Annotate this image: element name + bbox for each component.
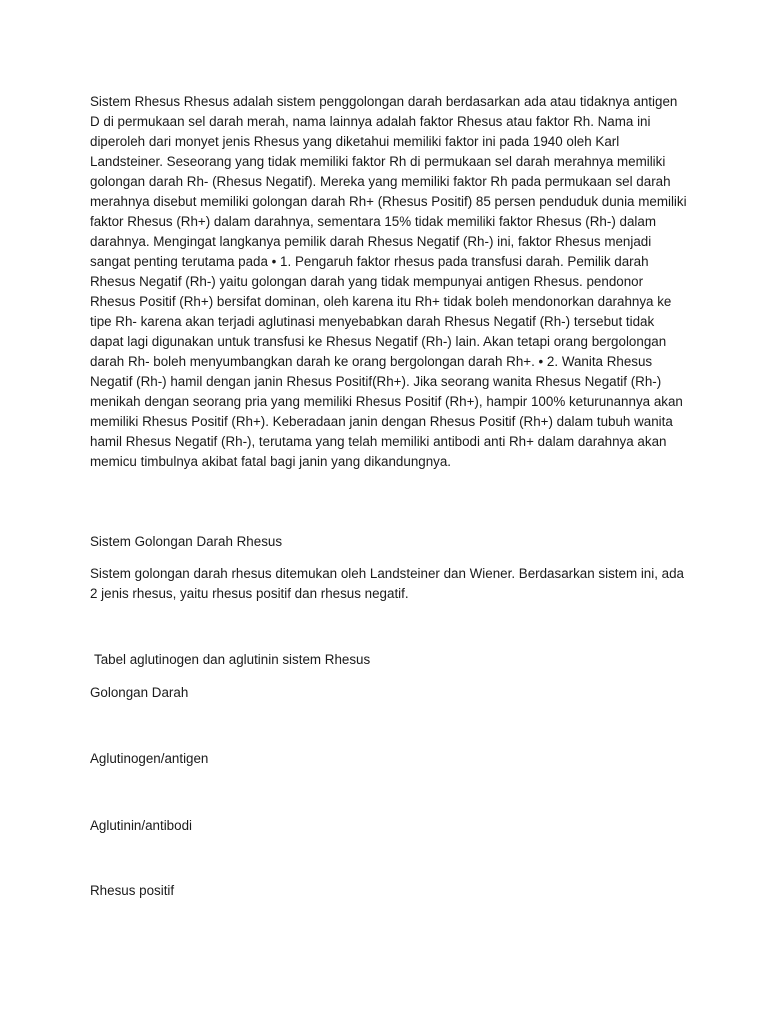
- table-caption: Tabel aglutinogen dan aglutinin sistem Rhesus: [94, 652, 371, 667]
- intro-paragraph: Sistem golongan darah rhesus ditemukan oleh Landsteiner dan Wiener. Berdasarkan sistem ini, ada 2 jenis rhesus, yaitu rhesus positif dan rhesus negatif.: [90, 566, 684, 601]
- table-label-rhesus-positif: Rhesus positif: [90, 883, 175, 898]
- table-label-aglutinin: Aglutinin/antibodi: [90, 818, 192, 833]
- table-label-golongan-darah: Golongan Darah: [90, 685, 189, 700]
- main-paragraph: Sistem Rhesus Rhesus adalah sistem penggolongan darah berdasarkan ada atau tidaknya antigen D di permukaan sel darah merah, nama lainnya adalah faktor Rhesus atau faktor Rh. Nama ini diperoleh dari monyet jenis Rhesus yang diketahui memiliki faktor ini pada 1940 oleh Karl Landsteiner. Seseorang yang tidak memiliki faktor Rh di permukaan sel darah merahnya memiliki golongan darah Rh- (Rhesus Negatif). Mereka yang memiliki faktor Rh pada permukaan sel darah merahnya disebut memiliki golongan darah Rh+ (Rhesus Positif) 85 persen penduduk dunia memiliki faktor Rhesus (Rh+) dalam darahnya, sementara 15% tidak memiliki faktor Rhesus (Rh-) dalam darahnya. Mengingat langkanya pemilik darah Rhesus Negatif (Rh-) ini, faktor Rhesus menjadi sangat penting terutama pada • 1. Pengaruh faktor rhesus pada transfusi darah. Pemilik darah Rhesus Negatif (Rh-) yaitu golongan darah yang tidak mempunyai antigen Rhesus. pendonor Rhesus Positif (Rh+) bersifat dominan, oleh karena itu Rh+ tidak boleh mendonorkan darahnya ke tipe Rh- karena akan terjadi aglutinasi menyebabkan darah Rhesus Negatif (Rh-) tersebut tidak dapat lagi digunakan untuk transfusi ke Rhesus Negatif (Rh-) lain. Akan tetapi orang bergolongan darah Rh- boleh menyumbangkan darah ke orang bergolongan darah Rh+. • 2. Wanita Rhesus Negatif (Rh-) hamil dengan janin Rhesus Positif(Rh+). Jika seorang wanita Rhesus Negatif (Rh-) menikah dengan seorang pria yang memiliki Rhesus Positif (Rh+), hampir 100% keturunannya akan memiliki Rhesus Positif (Rh+). Keberadaan janin dengan Rhesus Positif (Rh+) dalam tubuh wanita hamil Rhesus Negatif (Rh-), terutama yang telah memiliki antibodi anti Rh+ dalam darahnya akan memicu timbulnya akibat fatal bagi janin yang dikandungnya.: [90, 94, 687, 469]
- table-label-aglutinogen: Aglutinogen/antigen: [90, 751, 209, 766]
- section-heading: Sistem Golongan Darah Rhesus: [90, 534, 283, 549]
